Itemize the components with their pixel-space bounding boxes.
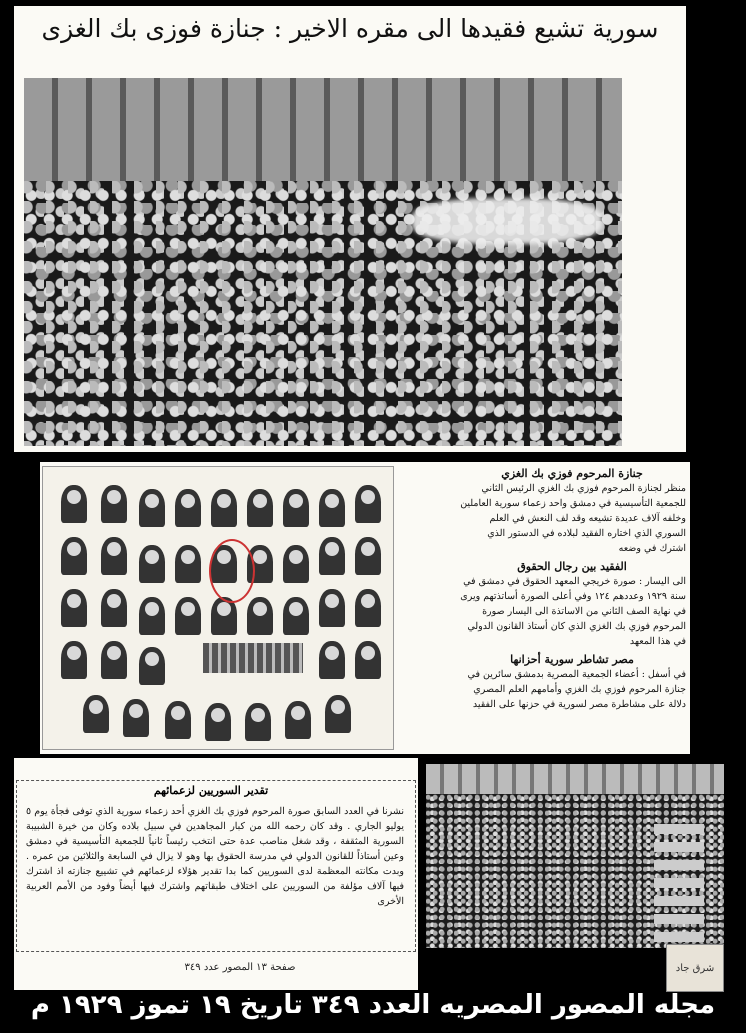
portrait [319,489,345,527]
egyptian-delegation-photo [426,764,724,948]
portrait [61,641,87,679]
portrait [283,597,309,635]
portrait [175,597,201,635]
caption-title-3: مصر تشاطر سورية أحزانها [510,653,634,666]
cars-column [654,824,704,944]
portrait [123,699,149,737]
building-facade [24,78,622,188]
portrait [245,703,271,741]
portrait [139,545,165,583]
portrait [319,589,345,627]
watermark-logo: شرق جاد [666,944,724,992]
portrait [319,537,345,575]
portrait [61,485,87,523]
portrait [101,537,127,575]
portrait [101,641,127,679]
law-graduates-collage [42,466,394,750]
portrait [101,485,127,523]
portrait [355,485,381,523]
portrait [205,703,231,741]
highlight-circle [209,539,255,603]
portrait [325,695,351,733]
portrait [319,641,345,679]
caption-title-1: جنازة المرحوم فوزي بك الغزي [501,467,643,480]
source-caption: مجله المصور المصريه العدد ٣٤٩ تاريخ ١٩ تموز ١٩٢٩ م [30,990,716,1020]
portrait [211,489,237,527]
portrait [165,701,191,739]
portrait [139,597,165,635]
portrait [285,701,311,739]
portrait [101,589,127,627]
street-buildings [426,764,724,794]
portrait [175,489,201,527]
portrait [355,589,381,627]
portrait [283,545,309,583]
coffin-flag [412,198,602,244]
portrait [247,597,273,635]
caption-para-3: في أسفل : أعضاء الجمعية المصرية بدمشق سائرين في جنازة المرحوم فوزي بك الغزي وأمامهم العلم المصري دلالة على مشاطرة مصر لسورية في حزنها على الفقيد [467,669,686,710]
portrait [83,695,109,733]
portrait [247,489,273,527]
portrait [283,489,309,527]
portrait [139,489,165,527]
page-footer: صفحة ١٣ المصور عدد ٣٤٩ [184,962,296,973]
portrait [61,589,87,627]
portrait [139,647,165,685]
article-body: نشرنا في العدد السابق صورة المرحوم فوزي بك الغزي أحد زعماء سورية الذي توفى فجأة يوم ٥ يوليو الجاري . وقد كان رحمه الله من كبار المجاهدين في سبيل بلاده وكان من خيرة الشبيبة السورية المثقفة ، وقد شغل مناصب عدة حتى انتخب رئيساً ثانياً للجمعية التأسيسية في دمشق وعين أستاذاً للقانون الدولي في مدرسة الحقوق بها وهو لا يزال في السابعة والثلاثين من عمره . وبدت مكانته المعظمة لدى السوريين كما بدا تقدير هؤلاء لزعمائهم في تشييع جنازته اذ اشترك فيها آلاف مؤلفة من السوريين على اختلاف طبقاتهم واشترك فيها أيضاً وفود من الأمم العربية الأخرى [26,806,404,907]
article-title: تقدير السوريين لزعمائهم [153,784,269,797]
collage-banner [203,643,303,673]
funeral-crowd-photo [24,78,622,446]
side-column-text [458,466,686,750]
portrait [355,537,381,575]
page-headline: سورية تشيع فقيدها الى مقره الاخير : جنازة فوزى بك الغزى [41,14,659,43]
portrait [355,641,381,679]
caption-para-1: منظر لجنازة المرحوم فوزي بك الغزي الرئيس الثاني للجمعية التأسيسية في دمشق واحد زعماء سورية العاملين وخلفه آلاف عديدة تشيعه وقد لف النعش في العلم السوري الذي اختاره الفقيد لبلاده في الدستور الذي اشترك في وضعه [460,483,686,554]
portrait [175,545,201,583]
portrait [61,537,87,575]
caption-para-2: الى اليسار : صورة خريجي المعهد الحقوق في دمشق في سنة ١٩٢٩ وعددهم ١٢٤ وفي أعلى الصورة أساتذتهم ويرى في نهاية الصف الثاني من الاساتذة الى اليسار صورة المرحوم فوزي بك الغزي الذي كان أستاذ القانون الدولي في هذا المعهد [460,576,686,647]
caption-title-2: الفقيد بين رجال الحقوق [517,560,627,573]
